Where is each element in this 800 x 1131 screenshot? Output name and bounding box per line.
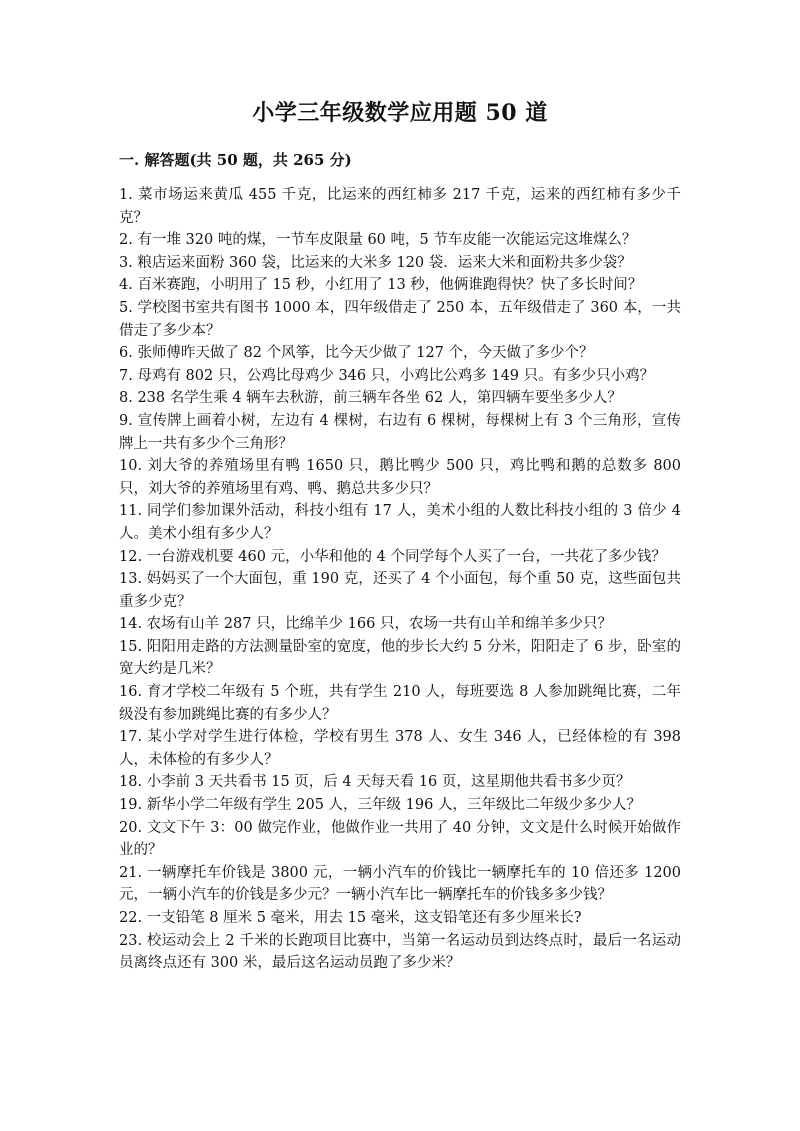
question-item: 12. 一台游戏机要 460 元，小华和他的 4 个同学每个人买了一台，一共花了多少钱？	[119, 548, 667, 565]
question-item: 19. 新华小学二年级有学生 205 人，三年级 196 人，三年级比二年级少多少人？	[119, 797, 641, 814]
question-item: 23. 校运动会上 2 千米的长跑项目比赛中，当第一名运动员到达终点时，最后一名运动员离终点还有 300 米，最后这名运动员跑了多少米？	[119, 932, 681, 972]
question-item: 20. 文文下午 3：00 做完作业，他做作业一共用了 40 分钟，文文是什么时候开始做作业的？	[119, 819, 681, 859]
question-item: 3. 粮店运来面粉 360 袋，比运来的大米多 120 袋．运来大米和面粉共多少袋？	[119, 254, 632, 271]
question-list	[119, 184, 681, 975]
question-item: 10. 刘大爷的养殖场里有鸭 1650 只，鹅比鸭少 500 只，鸡比鸭和鹅的总数多 800 只，刘大爷的养殖场里有鸡、鸭、鹅总共多少只？	[119, 458, 681, 497]
question-item: 13. 妈妈买了一个大面包，重 190 克，还买了 4 个小面包，每个重 50 克，这些面包共重多少克？	[119, 571, 681, 610]
question-item: 9. 宣传牌上画着小树，左边有 4 棵树，右边有 6 棵树，每棵树上有 3 个三角形，宣传牌上一共有多少个三角形？	[119, 412, 681, 452]
question-item: 11. 同学们参加课外活动，科技小组有 17 人，美术小组的人数比科技小组的 3 倍少 4 人。美术小组有多少人？	[119, 503, 681, 542]
question-item: 22. 一支铅笔 8 厘米 5 毫米，用去 15 毫米，这支铅笔还有多少厘米长?	[119, 910, 582, 926]
question-item: 15. 阳阳用走路的方法测量卧室的宽度，他的步长大约 5 分米，阳阳走了 6 步，卧室的宽大约是几米？	[119, 638, 681, 678]
question-item: 8. 238 名学生乘 4 辆车去秋游，前三辆车各坐 62 人，第四辆车要坐多少人？	[119, 390, 622, 407]
document-title: 小学三年级数学应用题 50 道	[252, 100, 548, 126]
question-item: 7. 母鸡有 802 只，公鸡比母鸡少 346 只，小鸡比公鸡多 149 只。有多少只小鸡？	[119, 367, 655, 384]
question-item: 4. 百米赛跑，小明用了 15 秒，小红用了 13 秒，他俩谁跑得快？快了多长时间？	[119, 277, 643, 294]
question-item: 2. 有一堆 320 吨的煤，一节车皮限量 60 吨，5 节车皮能一次能运完这堆煤么？	[119, 232, 637, 249]
question-item: 16. 育才学校二年级有 5 个班，共有学生 210 人，每班要选 8 人参加跳绳比赛，二年级没有参加跳绳比赛的有多少人？	[119, 684, 681, 723]
question-item: 18. 小李前 3 天共看书 15 页，后 4 天每天看 16 页，这星期他共看书多少页？	[119, 774, 631, 791]
question-item: 6. 张师傅昨天做了 82 个风筝，比今天少做了 127 个，今天做了多少个？	[119, 345, 594, 362]
section-heading: 一. 解答题(共 50 题，共 265 分)	[119, 151, 352, 169]
question-item: 1. 菜市场运来黄瓜 455 千克，比运来的西红柿多 217 千克，运来的西红柿有多少千克？	[119, 187, 681, 226]
question-item: 21. 一辆摩托车价钱是 3800 元，一辆小汽车的价钱比一辆摩托车的 10 倍还多 1200 元，一辆小汽车的价钱是多少元？一辆小汽车比一辆摩托车的价钱多多少钱？	[119, 864, 681, 904]
question-item: 17. 某小学对学生进行体检，学校有男生 378 人、女生 346 人，已经体检的有 398 人，未体检的有多少人？	[119, 729, 681, 768]
question-item: 5. 学校图书室共有图书 1000 本，四年级借走了 250 本，五年级借走了 360 本，一共借走了多少本？	[119, 299, 681, 339]
question-item: 14. 农场有山羊 287 只，比绵羊少 166 只，农场一共有山羊和绵羊多少只？	[119, 616, 612, 633]
